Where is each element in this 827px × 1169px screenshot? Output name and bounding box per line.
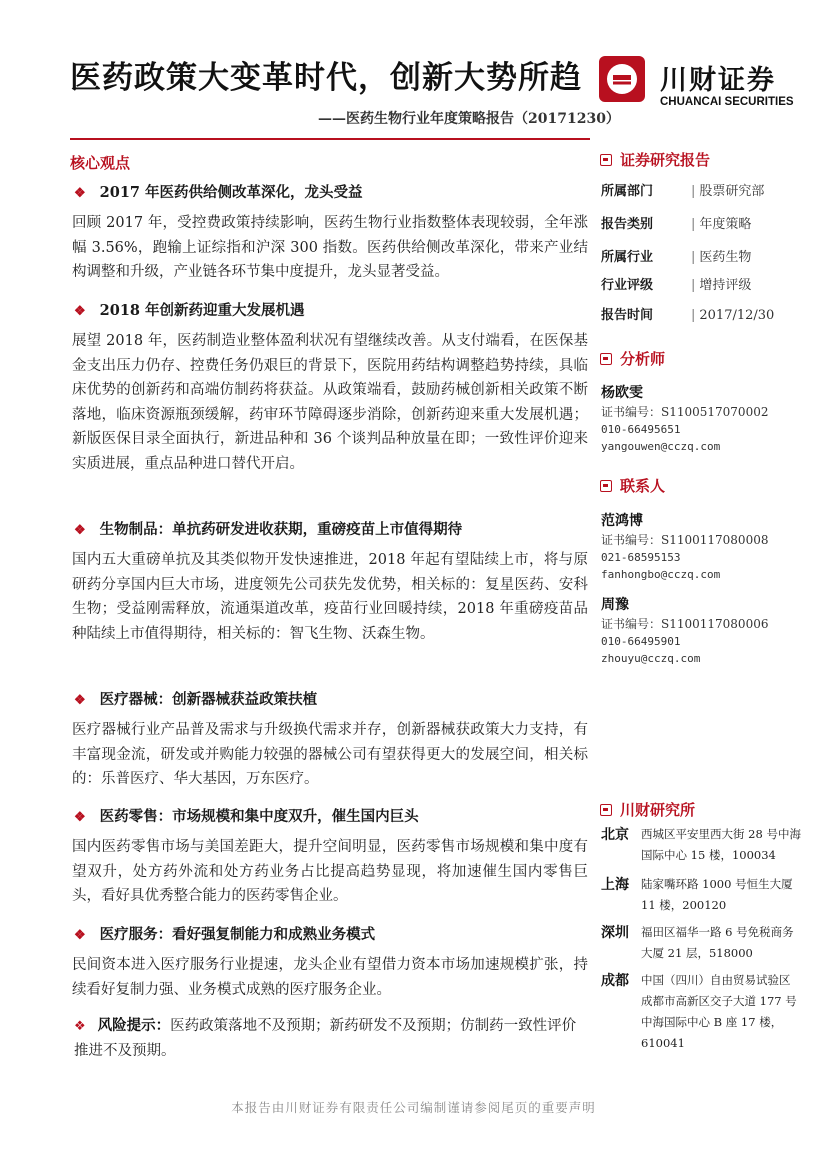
section-heading: ❖ 2017 年医药供给侧改革深化，龙头受益 bbox=[74, 184, 363, 201]
info-department: 所属部门 | 股票研究部 bbox=[601, 184, 765, 199]
info-report-type: 报告类别 | 年度策略 bbox=[601, 217, 752, 232]
section-body: 民间资本进入医疗服务行业提速，龙头企业有望借力资本市场加速规模扩张，持续看好复制力强、业务模式成熟的医疗服务企业。 bbox=[72, 957, 588, 998]
diamond-bullet-icon: ❖ bbox=[74, 304, 86, 319]
info-rating: 行业评级 | 增持评级 bbox=[601, 278, 752, 293]
section-heading: ❖ 生物制品：单抗药研发进收获期，重磅疫苗上市值得期待 bbox=[74, 521, 463, 538]
diamond-bullet-icon: ❖ bbox=[74, 928, 86, 943]
report-subtitle: ——医药生物行业年度策略报告（20171230） bbox=[318, 111, 620, 127]
diamond-bullet-icon: ❖ bbox=[74, 1019, 86, 1034]
section-heading: ❖ 2018 年创新药迎重大发展机遇 bbox=[74, 302, 305, 319]
section-marker-icon bbox=[600, 804, 612, 816]
contact-card: 周豫 证书编号：S1100117080006 010-66495901 zhouyu@cczq.com bbox=[601, 597, 769, 665]
analyst-title: 分析师 bbox=[600, 348, 665, 369]
diamond-bullet-icon: ❖ bbox=[74, 523, 86, 538]
brand-name: 川财证券 bbox=[660, 65, 776, 96]
section-heading: ❖ 医疗服务：看好强复制能力和成熟业务模式 bbox=[74, 926, 376, 943]
diamond-bullet-icon: ❖ bbox=[74, 693, 86, 708]
contact-email: zhouyu@cczq.com bbox=[601, 652, 701, 665]
section-marker-icon bbox=[600, 154, 612, 166]
section-marker-icon bbox=[600, 480, 612, 492]
diamond-bullet-icon: ❖ bbox=[74, 186, 86, 201]
risk-warning: ❖ 风险提示：医药政策落地不及预期；新药研发不及预期；仿制药一致性评价推进不及预期。 bbox=[74, 1017, 577, 1059]
contact-card: 范鸿博 证书编号：S1100117080008 021-68595153 fanhongbo@cczq.com bbox=[601, 513, 769, 581]
section-body: 回顾 2017 年，受控费政策持续影响，医药生物行业指数整体表现较弱，全年涨幅 3.56%，跑输上证综指和沪深 300 指数。医药供给侧改革深化，带来产业结构调整和升级，产业链各环节集中度提升，龙头显著受益。 bbox=[72, 215, 588, 280]
analyst-email: yangouwen@cczq.com bbox=[601, 440, 721, 453]
info-report-date: 报告时间 | 2017/12/30 bbox=[601, 308, 775, 323]
institute-title: 川财研究所 bbox=[600, 799, 695, 820]
section-marker-icon bbox=[600, 353, 612, 365]
contact-title: 联系人 bbox=[600, 475, 665, 496]
diamond-bullet-icon: ❖ bbox=[74, 810, 86, 825]
section-heading: ❖ 医药零售：市场规模和集中度双升，催生国内巨头 bbox=[74, 808, 419, 825]
footer-disclaimer: 本报告由川财证券有限责任公司编制谨请参阅尾页的重要声明 bbox=[231, 1100, 596, 1115]
section-body: 医疗器械行业产品普及需求与升级换代需求并存，创新器械获政策大力支持，有丰富现金流，研发或并购能力较强的器械公司有望获得更大的发展空间，相关标的：乐普医疗、华大基因，万东医疗。 bbox=[72, 722, 588, 787]
section-heading: ❖ 医疗器械：创新器械获益政策扶植 bbox=[74, 691, 318, 708]
info-industry: 所属行业 | 医药生物 bbox=[601, 250, 752, 265]
section-body: 国内五大重磅单抗及其类似物开发快速推进，2018 年起有望陆续上市，将与原研药分享国内巨大市场，进度领先公司获先发优势，相关标的：复星医药、安科生物；受益刚需释放，流通渠道改革，疫苗行业回暖持续，2018 年重磅疫苗品种陆续上市值得期待，相关标的：智飞生物、沃森生物。 bbox=[72, 552, 588, 642]
analyst-card: 杨欧雯 证书编号：S1100517070002 010-66495651 yangouwen@cczq.com bbox=[601, 385, 769, 453]
section-body: 国内医药零售市场与美国差距大，提升空间明显，医药零售市场规模和集中度有望双升，处方药外流和处方药业务占比提高趋势显现，将加速催生国内零售巨头，看好具优秀整合能力的医药零售企业。 bbox=[72, 839, 588, 904]
chuancai-logo-icon bbox=[599, 56, 645, 102]
title-divider bbox=[70, 138, 590, 140]
report-title: 医药政策大变革时代，创新大势所趋 bbox=[70, 60, 582, 96]
section-body: 展望 2018 年，医药制造业整体盈利状况有望继续改善。从支付端看，在医保基金支出压力仍存、控费任务仍艰巨的背景下，医院用药结构调整趋势持续，具临床优势的创新药和高端仿制药将获益。从政策端看，鼓励药械创新相关政策不断落地，临床资源瓶颈缓解，药审环节障碍逐步消除，创新药迎来重大发展机遇；新版医保目录全面执行，新进品种和 36 个谈判品种放量在即；一致性评价迎来实质进展，重点品种进口替代开启。 bbox=[72, 333, 588, 472]
securities-report-title: 证券研究报告 bbox=[600, 149, 710, 170]
core-views-title: 核心观点 bbox=[70, 154, 131, 172]
contact-email: fanhongbo@cczq.com bbox=[601, 568, 721, 581]
brand-name-english: CHUANCAI SECURITIES bbox=[660, 96, 794, 108]
